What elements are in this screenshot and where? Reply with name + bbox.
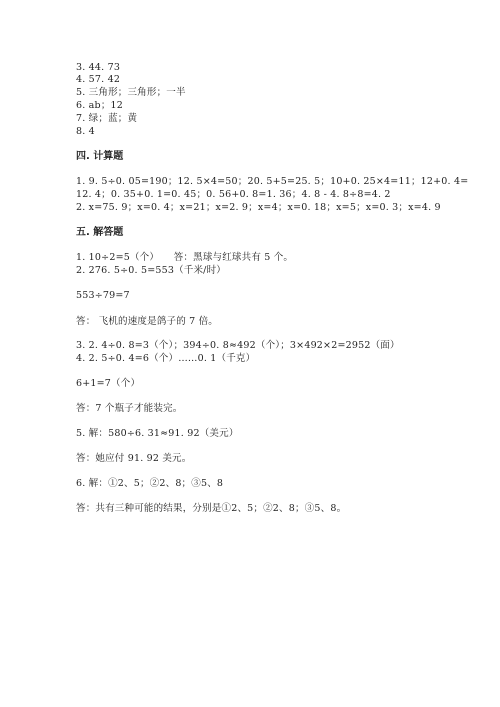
- solution-line-3: 3. 2. 4÷0. 8=3（个）；394÷0. 8≈492（个）；3×492×2=2952（面）: [76, 340, 400, 351]
- answer-line-7: 7. 绿；蓝；黄: [76, 113, 138, 124]
- solution-line-1: 1. 10÷2=5（个） 答：黑球与红球共有 5 个。: [76, 252, 294, 263]
- answer-line-3: 3. 44. 73: [76, 62, 121, 73]
- calc-line-1-cont: 12. 4；0. 35+0. 1=0. 45；0. 56+0. 8=1. 36；4. 8 - 4. 8÷8=4. 2: [76, 189, 391, 200]
- calc-line-2: 2. x=75. 9；x=0. 4；x=21；x=2. 9；x=4；x=0. 18；x=5；x=0. 3；x=4. 9: [76, 202, 441, 213]
- solution-line-4-answer: 答：7 个瓶子才能装完。: [76, 403, 183, 414]
- solution-line-2-answer: 答： 飞机的速度是鸽子的 7 倍。: [76, 316, 219, 327]
- answer-line-8: 8. 4: [76, 126, 95, 137]
- solution-line-6: 6. 解：①2、5；②2、8；③5、8: [76, 478, 224, 489]
- answer-line-6: 6. ab；12: [76, 100, 124, 111]
- calc-line-1: 1. 9. 5÷0. 05=190；12. 5×4=50；20. 5+5=25. 5；10+0. 25×4=11；12+0. 4=: [76, 176, 469, 187]
- solution-line-4: 4. 2. 5÷0. 4=6（个）……0. 1（千克）: [76, 353, 256, 364]
- solution-line-6-answer: 答：共有三种可能的结果，分别是①2、5；②2、8；③5、8。: [76, 503, 347, 514]
- solution-line-5: 5. 解：580÷6. 31≈91. 92（美元）: [76, 428, 239, 439]
- solution-line-2: 2. 276. 5÷0. 5=553（千米/时）: [76, 265, 226, 276]
- answer-line-4: 4. 57. 42: [76, 74, 121, 85]
- solution-line-5-answer: 答：她应付 91. 92 美元。: [76, 453, 192, 464]
- solution-line-2-calc: 553÷79=7: [76, 290, 130, 301]
- section-heading-answers: 五. 解答题: [76, 227, 124, 238]
- answer-line-5: 5. 三角形；三角形；一半: [76, 87, 186, 98]
- section-heading-calculation: 四. 计算题: [76, 151, 124, 162]
- solution-line-4-calc: 6+1=7（个）: [76, 378, 141, 389]
